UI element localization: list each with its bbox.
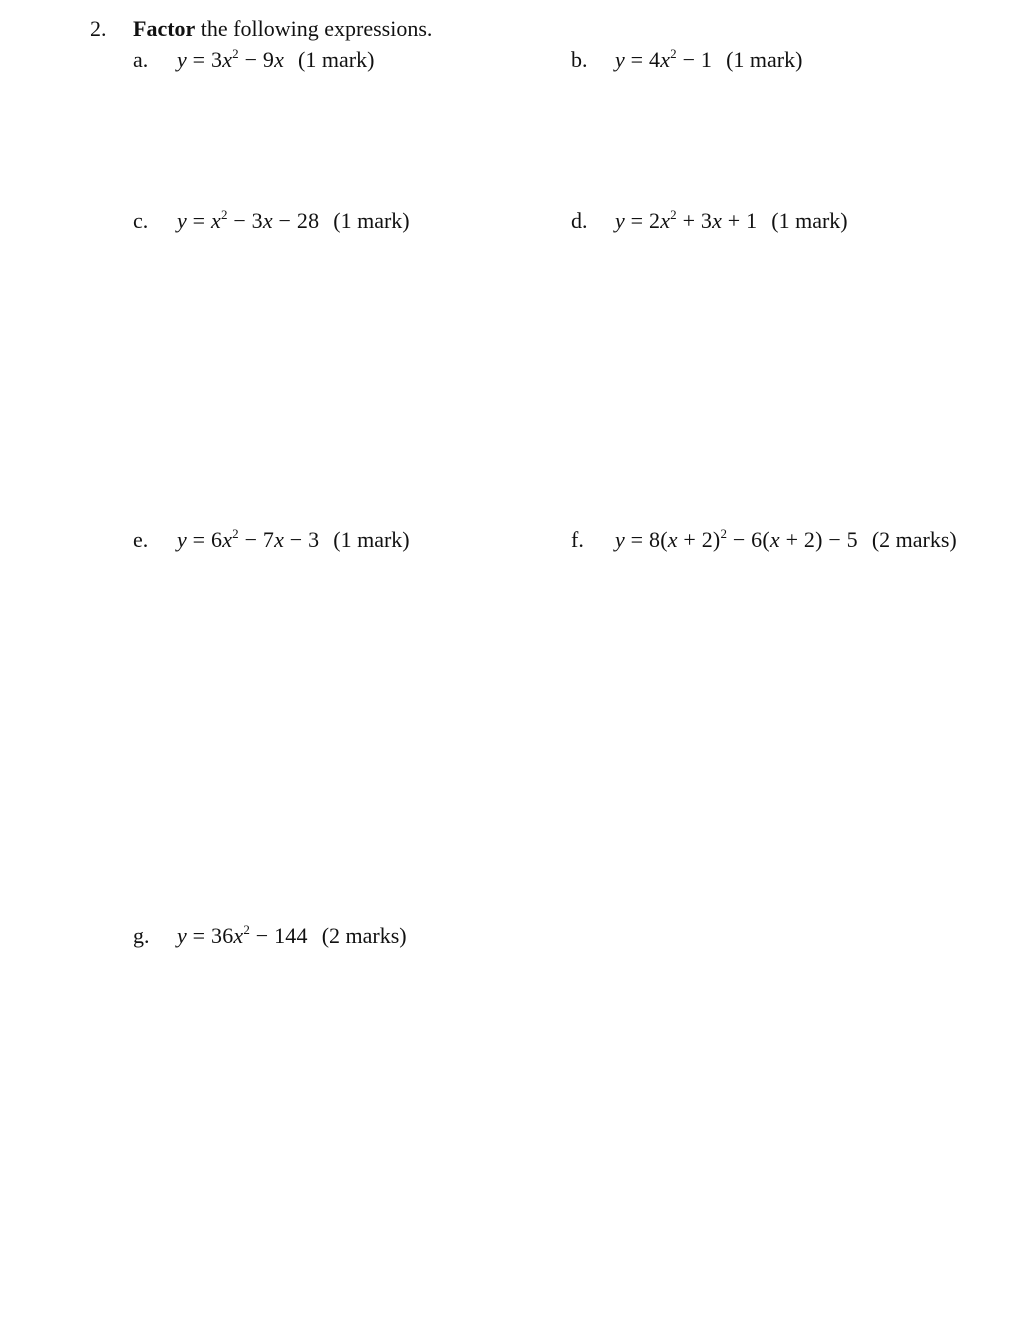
part-f-expression: $y = 8(x + 2)^2 - 6(x + 2) - 5$	[615, 526, 858, 552]
part-letter: e.	[133, 527, 149, 552]
part-c	[133, 207, 410, 235]
part-d	[571, 207, 848, 235]
part-marks: (1 mark)	[771, 208, 848, 233]
part-marks: (1 mark)	[726, 47, 803, 72]
part-marks: (1 mark)	[333, 527, 410, 552]
part-d-expression: $y = 2x^2 + 3x + 1$	[615, 207, 758, 233]
part-letter: d.	[571, 208, 588, 233]
part-letter: a.	[133, 47, 149, 72]
part-letter: b.	[571, 47, 588, 72]
part-e	[133, 526, 410, 554]
part-marks: (2 marks)	[321, 923, 407, 948]
part-b	[571, 46, 802, 74]
part-letter: c.	[133, 208, 149, 233]
question-heading	[133, 16, 432, 42]
part-a	[133, 46, 374, 74]
part-b-expression: $y = 4x^2 - 1$	[615, 46, 713, 72]
part-g	[133, 922, 407, 950]
question-number: 2.	[90, 16, 107, 41]
part-g-expression: $y = 36x^2 - 144$	[177, 922, 308, 948]
part-marks: (1 mark)	[333, 208, 410, 233]
part-e-expression: $y = 6x^2 - 7x - 3$	[177, 526, 320, 552]
part-letter: g.	[133, 923, 150, 948]
part-letter: f.	[571, 527, 584, 552]
part-c-expression: $y = x^2 - 3x - 28$	[177, 207, 320, 233]
part-marks: (2 marks)	[871, 527, 957, 552]
part-a-expression: $y = 3x^2 - 9x$	[177, 46, 285, 72]
part-marks: (1 mark)	[298, 47, 375, 72]
part-f	[571, 526, 957, 554]
question-text: the following expressions.	[195, 16, 433, 41]
question-keyword: Factor	[133, 16, 196, 41]
